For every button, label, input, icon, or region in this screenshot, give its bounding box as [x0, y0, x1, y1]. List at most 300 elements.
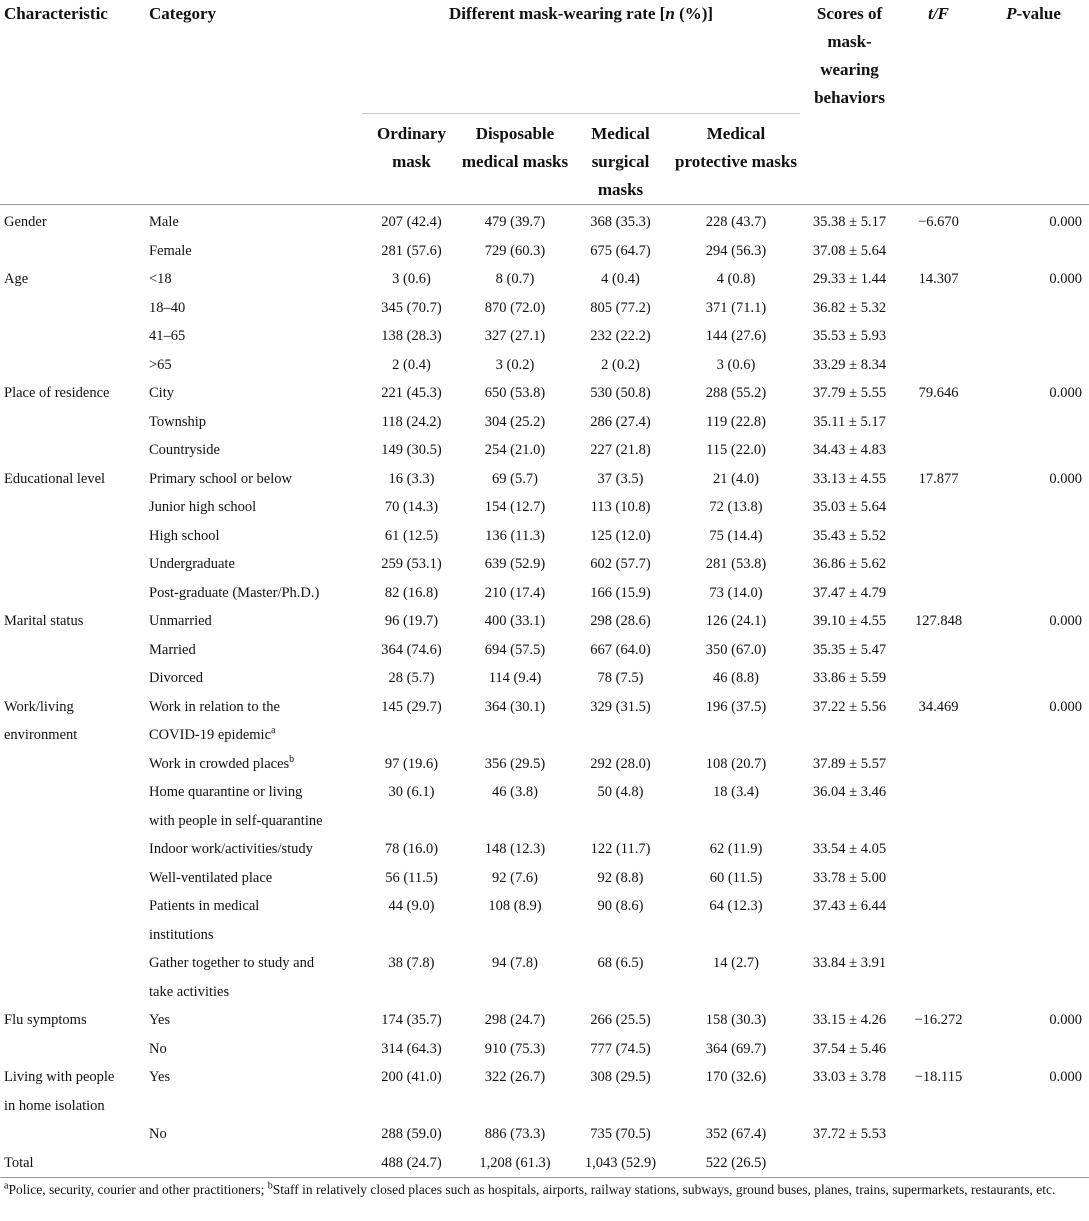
cell-score: 39.10 ± 4.55	[812, 613, 887, 629]
cell-disposable: 322 (26.7)	[484, 1069, 546, 1085]
cell-ordinary: 38 (7.8)	[388, 955, 435, 971]
table-row	[0, 835, 1089, 864]
cell-disposable: 298 (24.7)	[484, 1012, 546, 1028]
cell-surgical: 329 (31.5)	[590, 698, 651, 715]
footnote-b-mark: b	[267, 1180, 273, 1192]
cell-score: 35.43 ± 5.52	[812, 527, 887, 544]
cell-protective: 73 (14.0)	[709, 584, 763, 601]
cell-protective: 115 (22.0)	[706, 442, 766, 458]
cell-characteristic	[0, 408, 144, 437]
table-row	[0, 1120, 1089, 1149]
cell-disposable: 694 (57.5)	[484, 641, 546, 658]
cell-category: Yes	[149, 1012, 171, 1028]
table-row	[0, 522, 1089, 551]
cell-surgical: 735 (70.5)	[590, 1126, 651, 1142]
cell-tf	[899, 522, 978, 551]
cell-surgical: 68 (6.5)	[597, 955, 644, 971]
cell-category	[144, 750, 362, 779]
table-row	[0, 237, 1089, 266]
cell-pvalue	[978, 522, 1089, 551]
cell-surgical: 805 (77.2)	[590, 299, 651, 316]
cell-score: 37.89 ± 5.57	[812, 755, 887, 772]
footnote-mark: b	[289, 753, 295, 765]
cell-disposable: 327 (27.1)	[484, 328, 546, 344]
cell-surgical: 286 (27.4)	[590, 413, 651, 430]
cell-protective: 72 (13.8)	[709, 499, 763, 515]
cell-pvalue	[978, 550, 1089, 579]
cell-score: 33.15 ± 4.26	[812, 1012, 887, 1028]
cell-ordinary: 3 (0.6)	[392, 271, 431, 287]
cell-pvalue	[978, 351, 1089, 380]
table-row	[0, 436, 1089, 465]
header-group-text: Different mask-wearing rate [	[448, 4, 666, 23]
cell-ordinary: 16 (3.3)	[388, 470, 435, 487]
table-row-continued	[0, 978, 1089, 1007]
cell-disposable: 870 (72.0)	[484, 299, 546, 316]
cell-category: <18	[149, 271, 172, 287]
cell-characteristic: Place of residence	[4, 385, 110, 401]
cell-surgical: 298 (28.6)	[590, 613, 651, 629]
cell-characteristic: in home isolation	[4, 1097, 105, 1114]
cell-surgical: 675 (64.7)	[590, 242, 651, 259]
cell-surgical: 113 (10.8)	[590, 499, 651, 515]
cell-protective: 3 (0.6)	[716, 356, 756, 373]
cell-ordinary: 145 (29.7)	[381, 698, 442, 715]
cell-ordinary: 281 (57.6)	[381, 242, 442, 259]
cell-disposable: 94 (7.8)	[492, 955, 538, 971]
cell-score: 36.86 ± 5.62	[812, 556, 887, 572]
cell-characteristic	[0, 579, 144, 608]
cell-pvalue	[978, 579, 1089, 608]
cell-category: Township	[149, 413, 206, 430]
header-surgical	[569, 114, 672, 205]
cell-pvalue	[978, 493, 1089, 522]
table-row	[0, 379, 1089, 408]
table-row	[0, 778, 1089, 807]
cell-category: Countryside	[149, 442, 220, 458]
cell-pvalue	[978, 237, 1089, 266]
cell-disposable: 46 (3.8)	[492, 784, 538, 800]
cell-pvalue	[978, 294, 1089, 323]
cell-tf	[899, 579, 978, 608]
cell-protective: 158 (30.3)	[705, 1012, 767, 1028]
cell-score: 35.35 ± 5.47	[812, 641, 887, 658]
header-mask-rate-group	[362, 0, 800, 114]
table-row	[0, 636, 1089, 665]
cell-protective: 364 (69.7)	[705, 1040, 767, 1057]
cell-ordinary: 221 (45.3)	[381, 385, 442, 401]
table-row	[0, 550, 1089, 579]
cell-category: Yes	[149, 1069, 171, 1085]
header-tf-text: t/F	[928, 4, 949, 23]
table-body	[0, 205, 1089, 1178]
cell-protective: 228 (43.7)	[705, 214, 767, 230]
cell-protective: 21 (4.0)	[713, 470, 759, 487]
cell-protective: 62 (11.9)	[709, 841, 763, 857]
cell-protective: 46 (8.8)	[713, 670, 759, 686]
table-row	[0, 607, 1089, 636]
cell-ordinary: 96 (19.7)	[384, 613, 439, 629]
table-row	[0, 265, 1089, 294]
cell-characteristic	[0, 237, 144, 266]
cell-protective: 75 (14.4)	[709, 527, 763, 544]
cell-pvalue: 0.000	[1049, 271, 1083, 287]
cell-disposable: 69 (5.7)	[492, 470, 538, 487]
cell-protective: 60 (11.5)	[709, 869, 763, 886]
cell-tf: 34.469	[918, 698, 959, 715]
cell-pvalue	[978, 408, 1089, 437]
table-row	[0, 693, 1089, 722]
cell-category: Work in relation to the	[149, 698, 280, 715]
cell-protective: 14 (2.7)	[713, 955, 759, 971]
table-row-continued	[0, 721, 1089, 750]
cell-characteristic: Marital status	[4, 613, 84, 629]
cell-protective: 108 (20.7)	[705, 755, 767, 772]
cell-protective: 64 (12.3)	[709, 898, 763, 914]
cell-disposable: 364 (30.1)	[484, 698, 546, 715]
table-row	[0, 949, 1089, 978]
cell-protective: 4 (0.8)	[716, 271, 756, 287]
cell-surgical: 166 (15.9)	[590, 584, 651, 601]
cell-characteristic	[0, 664, 144, 693]
cell-disposable: 148 (12.3)	[484, 841, 546, 857]
cell-tf: 17.877	[918, 470, 959, 487]
cell-characteristic	[0, 522, 144, 551]
cell-category: take activities	[149, 983, 230, 1000]
cell-category: Male	[149, 214, 179, 230]
cell-characteristic: Age	[4, 271, 29, 287]
cell-ordinary: 149 (30.5)	[381, 442, 442, 458]
cell-surgical: 90 (8.6)	[597, 898, 644, 914]
table-row	[0, 322, 1089, 351]
table-row-continued	[0, 921, 1089, 950]
cell-surgical: 266 (25.5)	[590, 1012, 651, 1028]
cell-protective: 294 (56.3)	[705, 242, 767, 259]
header-category	[144, 0, 362, 205]
cell-category: Primary school or below	[149, 470, 292, 487]
cell-characteristic	[0, 294, 144, 323]
cell-disposable: 1,208 (61.3)	[461, 1149, 569, 1178]
cell-category: Indoor work/activities/study	[149, 841, 313, 857]
cell-category: Married	[149, 641, 196, 658]
cell-protective: 350 (67.0)	[705, 641, 767, 658]
cell-tf	[899, 636, 978, 665]
cell-ordinary: 174 (35.7)	[381, 1012, 442, 1028]
cell-category: City	[149, 385, 174, 401]
cell-surgical: 292 (28.0)	[590, 755, 651, 772]
cell-surgical: 125 (12.0)	[590, 527, 651, 544]
header-group-n: n	[665, 4, 675, 23]
cell-pvalue	[978, 664, 1089, 693]
header-category-text: Category	[149, 4, 217, 23]
category-text: COVID-19 epidemic	[149, 727, 272, 743]
cell-disposable: 254 (21.0)	[484, 442, 546, 458]
cell-ordinary: 364 (74.6)	[381, 641, 442, 658]
cell-surgical: 777 (74.5)	[590, 1040, 651, 1057]
cell-tf	[899, 550, 978, 579]
header-scores	[800, 0, 899, 205]
footnote-b-text: Staff in relatively closed places such as hospitals, airports, railway stations, subways, ground buses, planes, trains, supermarkets, restaurants, etc.	[272, 1182, 1056, 1197]
cell-ordinary: 200 (41.0)	[381, 1069, 442, 1085]
cell-surgical: 92 (8.8)	[597, 869, 644, 886]
cell-score: 36.04 ± 3.46	[812, 784, 887, 800]
cell-protective: 119 (22.8)	[706, 413, 766, 430]
table-row	[0, 750, 1089, 779]
cell-score: 33.78 ± 5.00	[812, 869, 887, 886]
cell-tf	[899, 408, 978, 437]
cell-tf	[899, 351, 978, 380]
cell-tf	[899, 294, 978, 323]
cell-characteristic	[0, 550, 144, 579]
cell-ordinary: 82 (16.8)	[384, 584, 439, 601]
footnote-mark: a	[271, 725, 276, 737]
cell-category: Unmarried	[149, 613, 212, 629]
header-disposable	[461, 114, 569, 205]
cell-ordinary: 97 (19.6)	[384, 755, 439, 772]
cell-category: High school	[149, 527, 220, 544]
cell-tf: 14.307	[918, 271, 959, 287]
cell-category: No	[149, 1126, 167, 1142]
header-surgical-text: Medical surgical masks	[591, 124, 650, 199]
cell-score: 35.53 ± 5.93	[812, 328, 887, 344]
cell-protective: 18 (3.4)	[713, 784, 759, 800]
cell-disposable: 8 (0.7)	[495, 271, 535, 287]
cell-disposable: 910 (75.3)	[484, 1040, 546, 1057]
cell-category: Female	[149, 242, 192, 259]
cell-surgical: 50 (4.8)	[597, 784, 644, 800]
header-pvalue	[978, 0, 1089, 205]
cell-disposable: 154 (12.7)	[484, 499, 546, 515]
cell-score: 33.86 ± 5.59	[812, 670, 887, 686]
cell-tf: −6.670	[918, 214, 959, 230]
cell-disposable: 886 (73.3)	[484, 1126, 546, 1142]
cell-score: 35.38 ± 5.17	[812, 214, 887, 230]
cell-tf	[899, 436, 978, 465]
cell-category: 41–65	[149, 328, 186, 344]
cell-ordinary: 118 (24.2)	[381, 413, 442, 430]
cell-ordinary: 56 (11.5)	[385, 869, 438, 886]
cell-ordinary: 2 (0.4)	[392, 356, 431, 373]
cell-category: Undergraduate	[149, 556, 235, 572]
header-disposable-text: Disposable medical masks	[461, 124, 569, 171]
cell-ordinary: 138 (28.3)	[381, 328, 442, 344]
table-header	[0, 0, 1089, 205]
cell-category: Home quarantine or living	[149, 784, 303, 800]
header-protective-text: Medical protective masks	[675, 124, 797, 171]
header-protective	[672, 114, 800, 205]
cell-ordinary: 44 (9.0)	[388, 898, 435, 914]
table-row	[0, 408, 1089, 437]
cell-surgical: 78 (7.5)	[597, 670, 644, 686]
cell-ordinary: 30 (6.1)	[388, 784, 435, 800]
cell-score: 37.79 ± 5.55	[812, 385, 887, 401]
cell-protective: 196 (37.5)	[705, 698, 767, 715]
cell-pvalue: 0.000	[1049, 470, 1083, 487]
cell-characteristic	[0, 493, 144, 522]
header-pvalue-tail: -value	[1016, 4, 1061, 23]
table-row	[0, 205, 1089, 237]
table-row-continued	[0, 1092, 1089, 1121]
cell-disposable: 650 (53.8)	[484, 385, 546, 401]
cell-characteristic: Living with people	[4, 1069, 115, 1085]
cell-category: Gather together to study and	[149, 955, 315, 971]
cell-tf	[899, 322, 978, 351]
cell-characteristic: Gender	[4, 214, 47, 230]
cell-score: 33.13 ± 4.55	[812, 470, 887, 487]
header-ordinary	[362, 114, 461, 205]
cell-protective: 281 (53.8)	[705, 556, 767, 572]
cell-disposable: 3 (0.2)	[495, 356, 535, 373]
cell-disposable: 210 (17.4)	[484, 584, 546, 601]
cell-surgical: 368 (35.3)	[590, 214, 651, 230]
cell-tf: −18.115	[914, 1069, 963, 1085]
cell-characteristic: Flu symptoms	[4, 1012, 87, 1028]
cell-disposable: 400 (33.1)	[484, 613, 546, 629]
cell-category: Junior high school	[149, 499, 257, 515]
table-row-continued	[0, 807, 1089, 836]
cell-category: 18–40	[149, 299, 186, 316]
cell-disposable: 639 (52.9)	[484, 556, 546, 572]
cell-surgical: 667 (64.0)	[590, 641, 651, 658]
cell-characteristic	[0, 636, 144, 665]
cell-score: 34.43 ± 4.83	[812, 442, 887, 458]
cell-surgical: 232 (22.2)	[590, 328, 651, 344]
cell-characteristic	[0, 436, 144, 465]
cell-pvalue: 0.000	[1049, 1012, 1083, 1028]
cell-protective: 522 (26.5)	[672, 1149, 800, 1178]
cell-disposable: 136 (11.3)	[485, 527, 545, 544]
table-row	[0, 1063, 1089, 1092]
cell-disposable: 114 (9.4)	[488, 670, 542, 686]
cell-surgical: 4 (0.4)	[601, 271, 640, 287]
cell-protective: 352 (67.4)	[705, 1126, 767, 1142]
cell-surgical: 602 (57.7)	[590, 556, 651, 572]
cell-surgical: 308 (29.5)	[590, 1069, 651, 1085]
cell-score: 37.22 ± 5.56	[812, 698, 887, 715]
cell-surgical: 2 (0.2)	[601, 356, 640, 373]
cell-tf	[899, 493, 978, 522]
cell-surgical: 1,043 (52.9)	[569, 1149, 672, 1178]
cell-pvalue	[978, 636, 1089, 665]
header-pvalue-p: P	[1006, 4, 1017, 23]
table-row	[0, 493, 1089, 522]
table-row	[0, 579, 1089, 608]
table-row	[0, 664, 1089, 693]
header-group-tail: (%)]	[674, 4, 714, 23]
cell-ordinary: 78 (16.0)	[384, 841, 439, 857]
cell-category: Patients in medical	[149, 898, 260, 914]
cell-score: 35.03 ± 5.64	[812, 499, 887, 515]
cell-disposable: 108 (8.9)	[488, 898, 542, 914]
cell-pvalue: 0.000	[1049, 214, 1083, 230]
header-tf	[899, 0, 978, 205]
cell-characteristic: Total	[0, 1149, 144, 1178]
table-row	[0, 294, 1089, 323]
cell-category: No	[149, 1040, 167, 1057]
cell-score: 33.54 ± 4.05	[812, 841, 887, 857]
cell-disposable: 92 (7.6)	[492, 869, 538, 886]
cell-tf: −16.272	[914, 1012, 963, 1028]
cell-score: 35.11 ± 5.17	[813, 413, 886, 430]
cell-score: 33.84 ± 3.91	[812, 955, 887, 971]
cell-score: 37.08 ± 5.64	[812, 242, 887, 259]
cell-category: >65	[149, 356, 172, 373]
cell-ordinary: 345 (70.7)	[381, 299, 442, 316]
header-scores-text: Scores of mask-wearing behaviors	[814, 4, 885, 107]
cell-protective: 144 (27.6)	[705, 328, 767, 344]
cell-score: 29.33 ± 1.44	[812, 271, 887, 287]
header-characteristic-text: Characteristic	[4, 4, 108, 23]
cell-tf: 79.646	[918, 385, 959, 401]
cell-ordinary: 488 (24.7)	[362, 1149, 461, 1178]
cell-category: Divorced	[149, 670, 203, 686]
cell-ordinary: 70 (14.3)	[384, 499, 439, 515]
cell-ordinary: 61 (12.5)	[384, 527, 439, 544]
table-footnote	[4, 1180, 1084, 1200]
cell-pvalue: 0.000	[1049, 698, 1083, 715]
cell-ordinary: 288 (59.0)	[381, 1126, 442, 1142]
table-row	[0, 892, 1089, 921]
cell-score: 33.03 ± 3.78	[812, 1069, 887, 1085]
cell-disposable: 356 (29.5)	[484, 755, 546, 772]
cell-ordinary: 207 (42.4)	[381, 214, 442, 230]
footnote-a-text: Police, security, courier and other practitioners;	[8, 1182, 268, 1197]
header-characteristic	[0, 0, 144, 205]
cell-pvalue	[978, 436, 1089, 465]
cell-ordinary: 314 (64.3)	[381, 1040, 442, 1057]
table-row	[0, 864, 1089, 893]
cell-ordinary: 28 (5.7)	[388, 670, 435, 686]
cell-disposable: 729 (60.3)	[484, 242, 546, 259]
cell-score: 36.82 ± 5.32	[812, 299, 887, 316]
table-row	[0, 1006, 1089, 1035]
cell-characteristic: Educational level	[4, 470, 106, 487]
table-row	[0, 351, 1089, 380]
table-row	[0, 1035, 1089, 1064]
cell-category: Well-ventilated place	[149, 869, 273, 886]
cell-tf	[899, 237, 978, 266]
header-ordinary-text: Ordinary mask	[377, 124, 446, 171]
cell-protective: 170 (32.6)	[705, 1069, 767, 1085]
cell-ordinary: 259 (53.1)	[381, 556, 442, 572]
cell-surgical: 122 (11.7)	[590, 841, 651, 857]
table-row	[0, 465, 1089, 494]
footnote-a-mark: a	[4, 1180, 9, 1192]
cell-pvalue: 0.000	[1049, 613, 1083, 629]
cell-surgical: 530 (50.8)	[590, 385, 651, 401]
table-row-total	[0, 1149, 1089, 1178]
cell-category	[144, 721, 362, 750]
cell-category: institutions	[149, 926, 214, 943]
category-text: Work in crowded places	[149, 755, 290, 772]
cell-characteristic: Work/living	[4, 698, 74, 715]
cell-characteristic	[0, 351, 144, 380]
cell-disposable: 479 (39.7)	[484, 214, 546, 230]
cell-pvalue	[978, 322, 1089, 351]
cell-category: Post-graduate (Master/Ph.D.)	[149, 584, 320, 601]
cell-characteristic: environment	[4, 727, 78, 743]
cell-characteristic	[0, 322, 144, 351]
cell-surgical: 227 (21.8)	[590, 442, 651, 458]
cell-pvalue: 0.000	[1049, 1069, 1083, 1085]
cell-pvalue: 0.000	[1049, 385, 1083, 401]
cell-protective: 126 (24.1)	[705, 613, 767, 629]
cell-protective: 288 (55.2)	[705, 385, 767, 401]
cell-tf	[899, 664, 978, 693]
cell-score: 37.54 ± 5.46	[812, 1040, 887, 1057]
cell-surgical: 37 (3.5)	[597, 470, 644, 487]
cell-tf: 127.848	[914, 613, 963, 629]
